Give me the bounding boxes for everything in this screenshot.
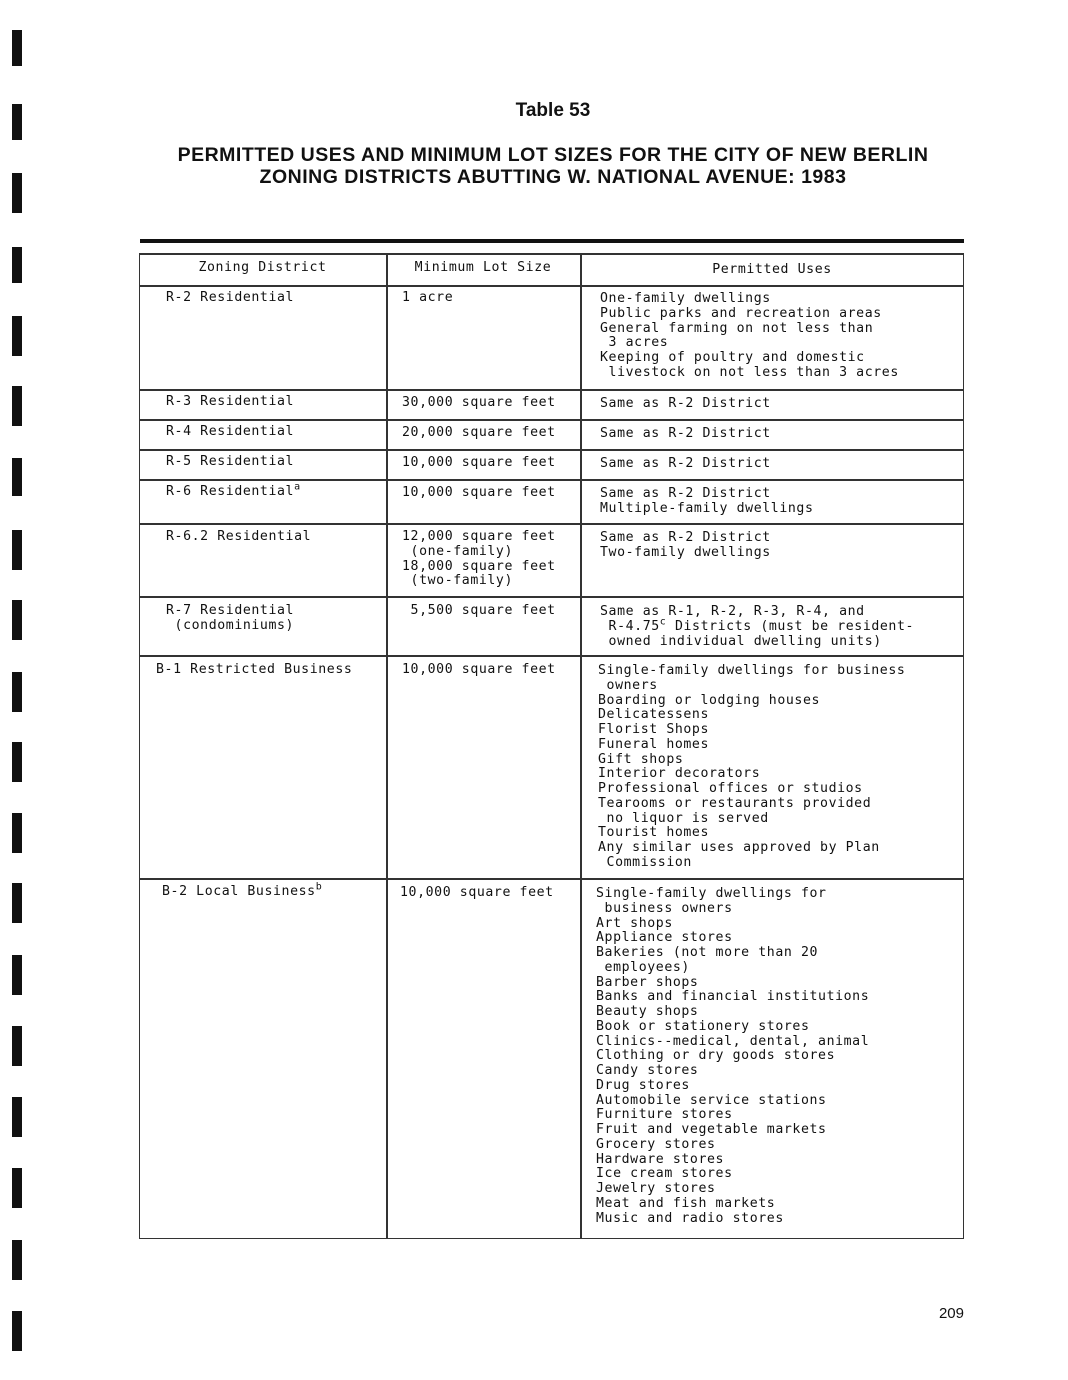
binding-mark	[12, 1311, 22, 1351]
lot-size-b2: 10,000 square feet	[400, 885, 554, 900]
uses-r7-text-1: Same as R-1, R-2, R-3, R-4, and R-4.75	[600, 604, 865, 634]
table-title-line-1: PERMITTED USES AND MINIMUM LOT SIZES FOR THE CITY OF NEW BERLIN	[177, 144, 929, 166]
page-number: 209	[938, 1305, 964, 1322]
column-divider	[580, 253, 582, 1239]
binding-mark	[12, 30, 22, 66]
uses-r7	[600, 605, 914, 649]
row-divider	[139, 596, 964, 598]
row-divider	[139, 389, 964, 391]
column-divider	[386, 253, 388, 1239]
lot-size-b1: 10,000 square feet	[402, 662, 556, 677]
lot-size-r6: 10,000 square feet	[402, 485, 556, 500]
row-divider	[139, 878, 964, 880]
row-divider	[139, 449, 964, 451]
binding-mark	[12, 600, 22, 640]
binding-mark	[12, 742, 22, 782]
top-rule	[140, 239, 964, 243]
uses-r6-2: Same as R-2 District Two-family dwellings	[600, 530, 771, 560]
binding-mark	[12, 316, 22, 356]
district-r6-label: R-6 Residential	[166, 484, 295, 499]
row-divider	[139, 419, 964, 421]
binding-mark	[12, 1240, 22, 1280]
uses-r3: Same as R-2 District	[600, 396, 771, 411]
footnote-marker-b: b	[315, 881, 323, 893]
table-title	[0, 144, 1068, 188]
district-r4: R-4 Residential	[166, 424, 295, 439]
header-minimum-lot-size: Minimum Lot Size	[414, 260, 552, 275]
district-r7: R-7 Residential (condominiums)	[166, 603, 295, 633]
district-b2-label: B-2 Local Business	[162, 884, 316, 899]
binding-mark	[12, 458, 22, 496]
table-number: Table 53	[515, 100, 591, 121]
district-r6	[166, 481, 301, 500]
district-r3: R-3 Residential	[166, 394, 295, 409]
uses-r6: Same as R-2 District Multiple-family dwellings	[600, 486, 814, 516]
header-permitted-uses: Permitted Uses	[712, 262, 832, 277]
footnote-marker-c: c	[659, 616, 667, 628]
row-divider	[139, 523, 964, 525]
binding-mark	[12, 247, 22, 283]
uses-b1: Single-family dwellings for business owners Boarding or lodging houses Delicatessens Florist Shops Funeral homes Gift shops Interior decorators Professional offices or studios Tearooms or restaurants provided no liquor is served Tourist homes Any similar uses approved by Plan Commission	[598, 663, 906, 870]
footnote-marker-a: a	[294, 481, 301, 493]
uses-r4: Same as R-2 District	[600, 426, 771, 441]
lot-size-r4: 20,000 square feet	[402, 425, 556, 440]
lot-size-r2: 1 acre	[402, 290, 454, 305]
district-r6-2: R-6.2 Residential	[166, 529, 312, 544]
lot-size-r6-2: 12,000 square feet (one-family) 18,000 square feet (two-family)	[402, 529, 556, 589]
district-r2: R-2 Residential	[166, 290, 295, 305]
lot-size-r5: 10,000 square feet	[402, 455, 556, 470]
uses-r2: One-family dwellings Public parks and recreation areas General farming on not less than 3 acres Keeping of poultry and domestic livestock on not less than 3 acres	[600, 291, 899, 380]
lot-size-r7: 5,500 square feet	[402, 603, 556, 618]
district-b2	[162, 881, 323, 900]
binding-mark	[12, 672, 22, 712]
uses-r7-text-2: Districts (must be resident- owned individual dwelling units)	[608, 618, 915, 649]
table-top-border	[139, 253, 964, 255]
binding-mark	[12, 1097, 22, 1137]
lot-size-r3: 30,000 square feet	[402, 395, 556, 410]
binding-mark	[12, 813, 22, 853]
binding-mark	[12, 1026, 22, 1066]
row-divider	[139, 655, 964, 657]
binding-mark	[12, 530, 22, 570]
header-zoning-district: Zoning District	[198, 260, 327, 275]
row-divider	[139, 285, 964, 287]
binding-mark	[12, 955, 22, 995]
row-divider	[139, 479, 964, 481]
binding-mark	[12, 386, 22, 426]
uses-b2: Single-family dwellings for business owners Art shops Appliance stores Bakeries (not more than 20 employees) Barber shops Banks and financial institutions Beauty shops Book or stationery stores Clinics--medical, dental, animal Clothing or dry goods stores Candy stores Drug stores Automobile service stations Furniture stores Fruit and vegetable markets Grocery stores Hardware stores Ice cream stores Jewelry stores Meat and fish markets Music and radio stores	[596, 886, 870, 1226]
uses-r5: Same as R-2 District	[600, 456, 771, 471]
binding-mark	[12, 883, 22, 923]
district-r5: R-5 Residential	[166, 454, 295, 469]
table-title-line-2: ZONING DISTRICTS ABUTTING W. NATIONAL AVENUE: 1983	[259, 166, 847, 188]
district-b1: B-1 Restricted Business	[156, 662, 353, 677]
binding-mark	[12, 1168, 22, 1208]
